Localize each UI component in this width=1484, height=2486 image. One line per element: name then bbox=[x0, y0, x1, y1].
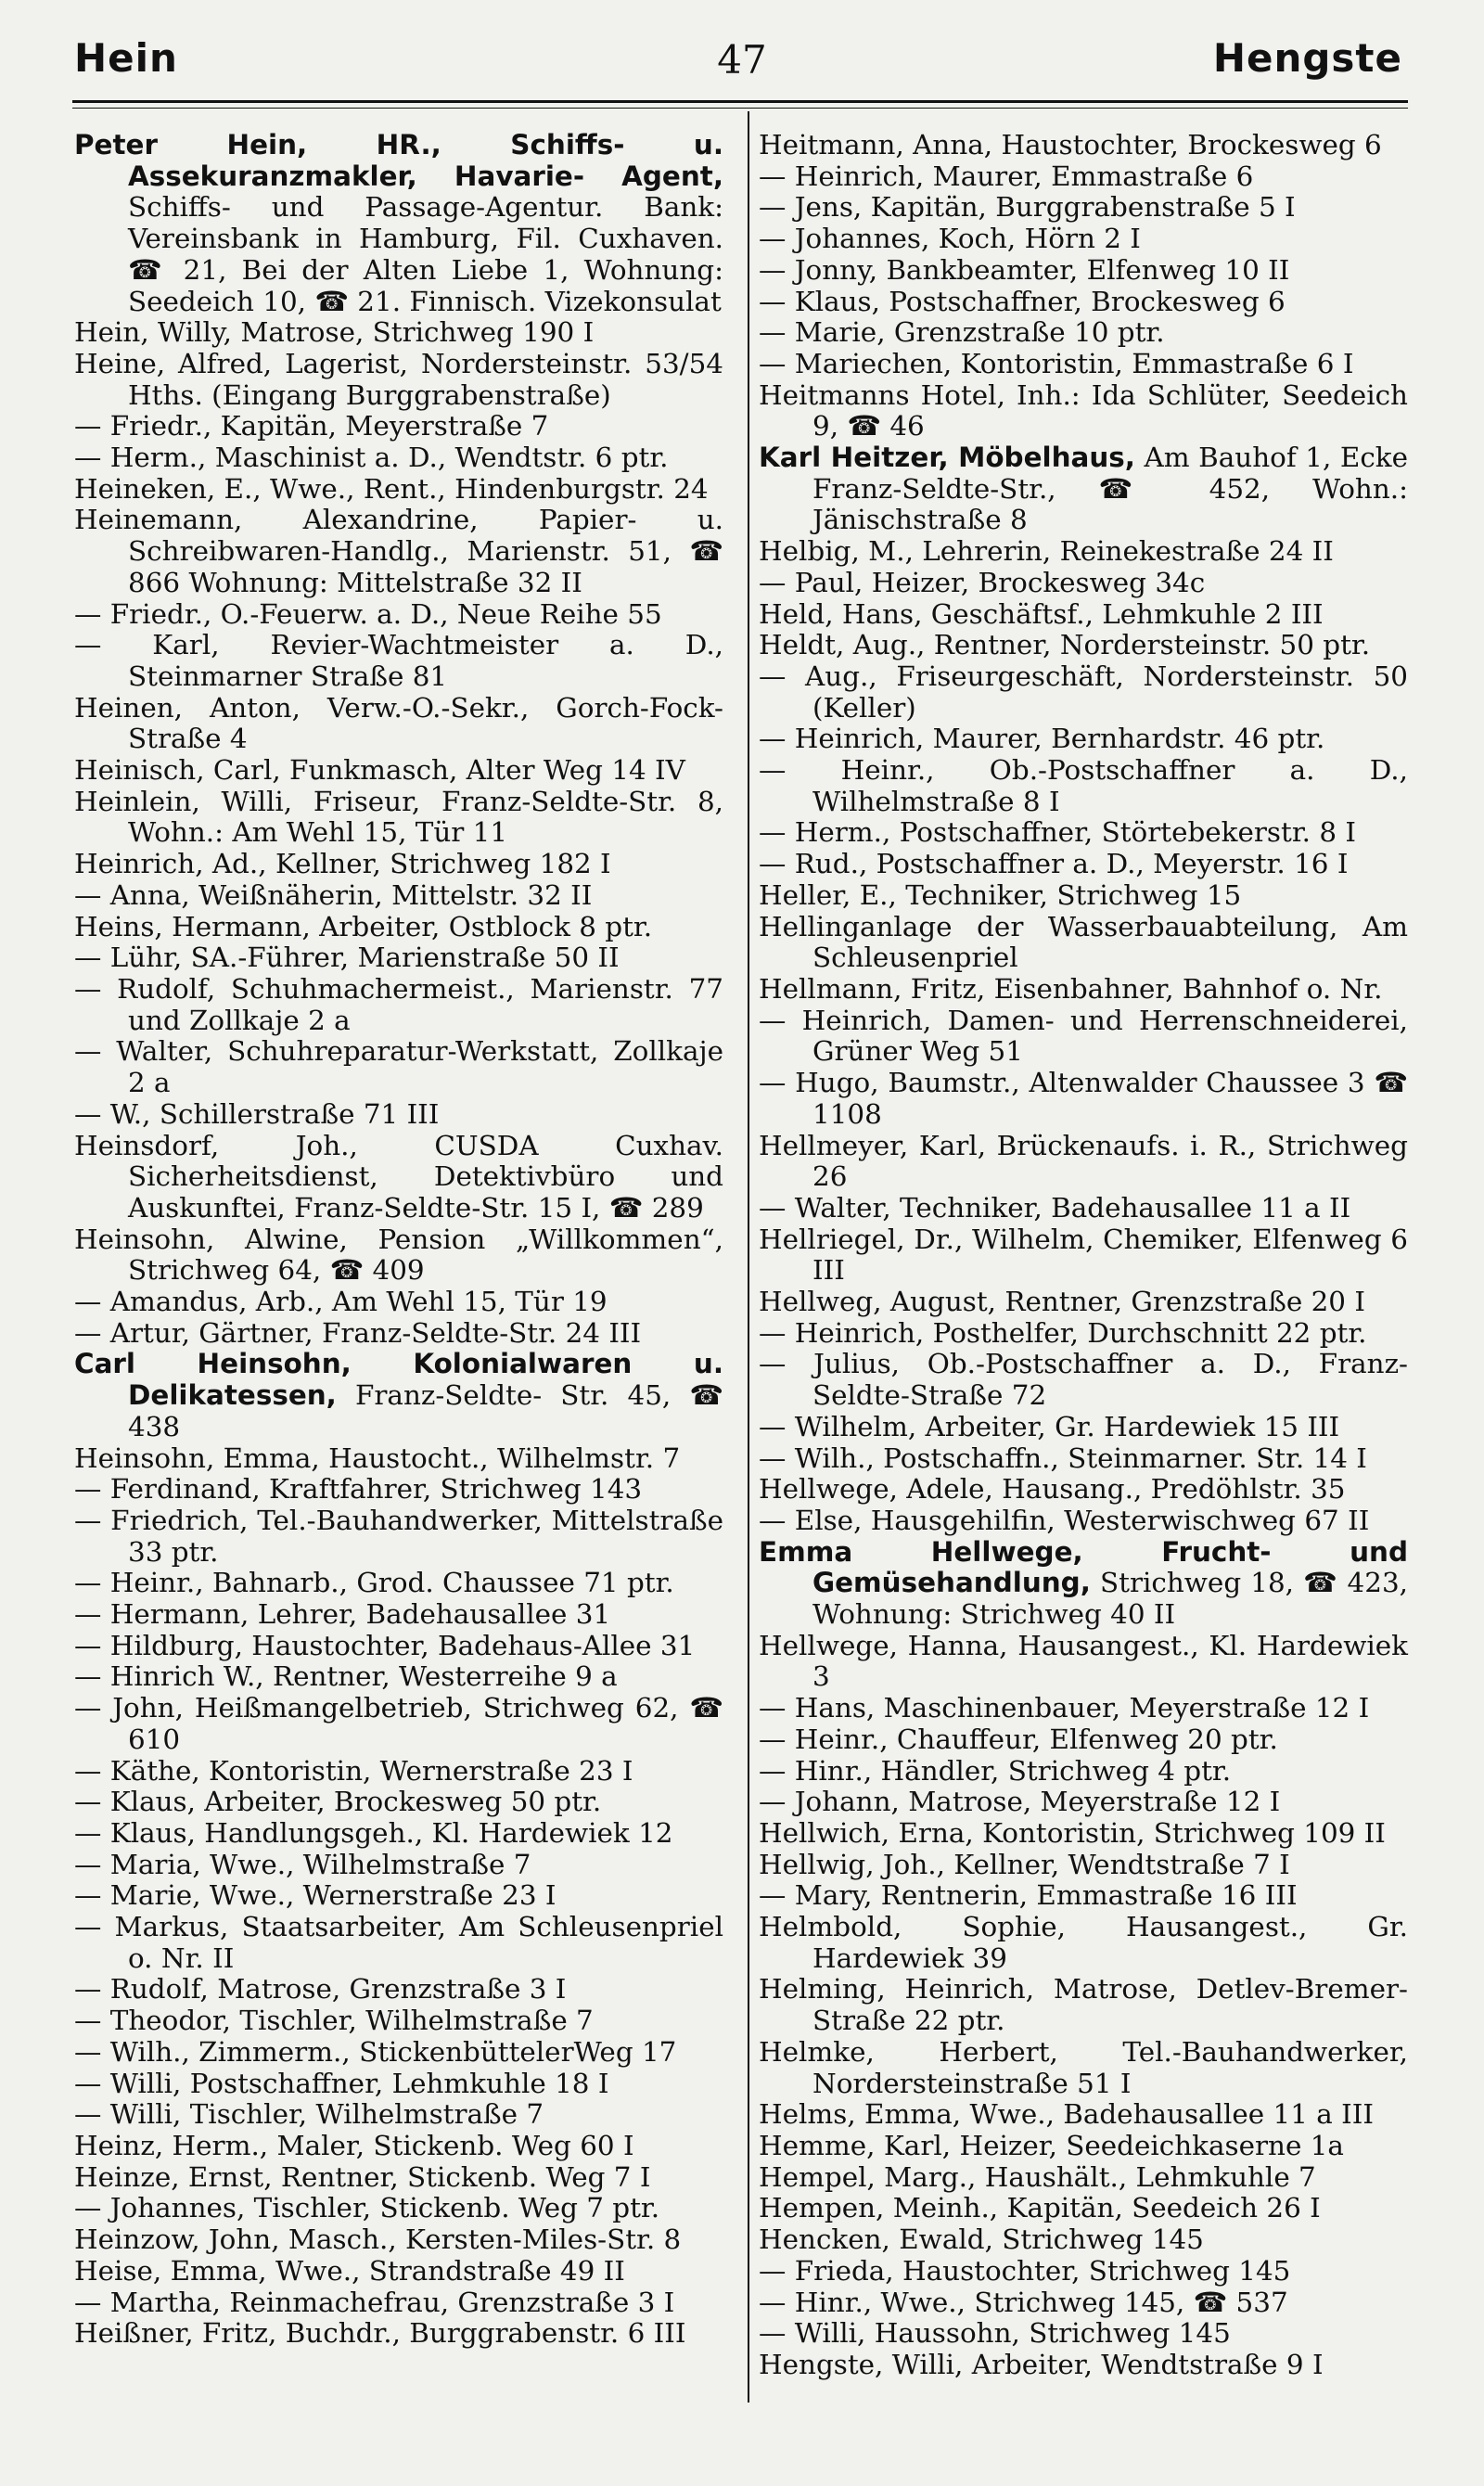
directory-entry bbox=[759, 1349, 1408, 1411]
entry-text: — Klaus, Arbeiter, Brockesweg 50 ptr. bbox=[74, 1786, 602, 1818]
directory-entry bbox=[759, 442, 1408, 536]
entry-text: — Ferdinand, Kraftfahrer, Strichweg 143 bbox=[74, 1473, 643, 1506]
directory-entry bbox=[74, 1568, 723, 1599]
entry-text: Hellwig, Joh., Kellner, Wendtstraße 7 I bbox=[759, 1848, 1290, 1880]
directory-entry bbox=[74, 912, 723, 943]
entry-text: — Artur, Gärtner, Franz-Seldte-Str. 24 III bbox=[74, 1316, 642, 1349]
directory-entry bbox=[74, 2193, 723, 2224]
entry-text: Hellweg, August, Rentner, Grenzstraße 20 I bbox=[759, 1286, 1365, 1318]
entry-text: Heitmanns Hotel, Inh.: Ida Schlüter, Seedeich 9, ☎ 46 bbox=[759, 378, 1408, 442]
directory-entry bbox=[759, 1068, 1408, 1130]
entry-text: Heinsdorf, Joh., CUSDA Cuxhav. Sicherheitsdienst, Detektivbüro und Auskunftei, Franz-Seldte-Str. 15 I, ☎ 289 bbox=[74, 1129, 723, 1224]
entry-text: Heinsohn, Alwine, Pension „Willkommen“, Strichweg 64, ☎ 409 bbox=[74, 1223, 723, 1287]
entry-business-name: Emma Hellwege, Frucht- und Gemüsehandlung, bbox=[759, 1535, 1408, 1599]
directory-entry bbox=[759, 1631, 1408, 1693]
entry-text: Hempel, Marg., Haushält., Lehmkuhle 7 bbox=[759, 2160, 1316, 2193]
directory-entry bbox=[759, 1787, 1408, 1818]
entry-text: — Friedr., Kapitän, Meyerstraße 7 bbox=[74, 410, 549, 442]
directory-entry bbox=[74, 2224, 723, 2256]
directory-entry bbox=[759, 2162, 1408, 2194]
page-header bbox=[0, 28, 1484, 93]
entry-text: Heise, Emma, Wwe., Strandstraße 49 II bbox=[74, 2254, 625, 2287]
entry-text: — Hinrich W., Rentner, Westerreihe 9 a bbox=[74, 1660, 618, 1693]
left-column bbox=[74, 130, 723, 2350]
entry-text: — Heinr., Ob.-Postschaffner a. D., Wilhelmstraße 8 I bbox=[759, 754, 1408, 817]
directory-entry bbox=[74, 2162, 723, 2194]
directory-entry bbox=[759, 1193, 1408, 1224]
entry-text: — Johannes, Tischler, Stickenb. Weg 7 ptr. bbox=[74, 2192, 660, 2224]
directory-entry bbox=[759, 287, 1408, 318]
entry-text: Schiffs- und Passage-Agentur. Bank: Vereinsbank in Hamburg, Fil. Cuxhaven. ☎ 21, Bei der Alten Liebe 1, Wohnung: Seedeich 10, ☎ 21. Finnisch. Vizekonsulat bbox=[128, 191, 723, 317]
entry-text: Heißner, Fritz, Buchdr., Burggrabenstr. 6 III bbox=[74, 2317, 686, 2350]
entry-text: — Wilh., Postschaffn., Steinmarner. Str. 14 I bbox=[759, 1442, 1367, 1474]
directory-entry bbox=[759, 1850, 1408, 1881]
directory-entry bbox=[759, 2193, 1408, 2224]
entry-text: — Hans, Maschinenbauer, Meyerstraße 12 I bbox=[759, 1692, 1370, 1724]
entry-text: — Rud., Postschaffner a. D., Meyerstr. 16 I bbox=[759, 848, 1349, 880]
directory-entry bbox=[74, 1974, 723, 2005]
directory-entry bbox=[74, 880, 723, 912]
entry-text: — Paul, Heizer, Brockesweg 34c bbox=[759, 566, 1206, 598]
entry-text: — Wilhelm, Arbeiter, Gr. Hardewiek 15 III bbox=[759, 1410, 1340, 1442]
entry-text: — John, Heißmangelbetrieb, Strichweg 62, ☎ 610 bbox=[74, 1692, 723, 1755]
entry-text: — Heinrich, Posthelfer, Durchschnitt 22 ptr. bbox=[759, 1316, 1367, 1349]
entry-text: — Walter, Techniker, Badehausallee 11 a II bbox=[759, 1191, 1351, 1224]
directory-entry bbox=[759, 1318, 1408, 1350]
entry-text: Helmke, Herbert, Tel.-Bauhandwerker, Nordersteinstraße 51 I bbox=[759, 2035, 1408, 2099]
entry-text: Heinrich, Ad., Kellner, Strichweg 182 I bbox=[74, 848, 611, 880]
directory-entry bbox=[759, 1131, 1408, 1193]
directory-entry bbox=[74, 1506, 723, 1568]
directory-entry bbox=[759, 192, 1408, 224]
entry-text: — Heinrich, Damen- und Herrenschneiderei, Grüner Weg 51 bbox=[759, 1004, 1408, 1068]
entry-text: — Hildburg, Haustochter, Badehaus-Allee 31 bbox=[74, 1629, 696, 1661]
entry-text: Heldt, Aug., Rentner, Nordersteinstr. 50 ptr. bbox=[759, 629, 1371, 661]
directory-entry bbox=[759, 724, 1408, 755]
directory-entry bbox=[74, 130, 723, 317]
directory-entry bbox=[74, 317, 723, 349]
entry-text: — Theodor, Tischler, Wilhelmstraße 7 bbox=[74, 2005, 594, 2037]
directory-entry bbox=[759, 1443, 1408, 1475]
directory-entry bbox=[74, 411, 723, 442]
directory-entry bbox=[74, 599, 723, 631]
directory-entry bbox=[74, 1912, 723, 1974]
entry-text: Heins, Hermann, Arbeiter, Ostblock 8 ptr. bbox=[74, 910, 653, 942]
entry-text: — Herm., Maschinist a. D., Wendtstr. 6 ptr. bbox=[74, 442, 669, 474]
directory-entry bbox=[759, 630, 1408, 661]
entry-text: Helmbold, Sophie, Hausangest., Gr. Hardewiek 39 bbox=[759, 1911, 1408, 1974]
entry-text: Hellwege, Hanna, Hausangest., Kl. Hardewiek 3 bbox=[759, 1629, 1408, 1693]
directory-entry bbox=[74, 2131, 723, 2162]
directory-entry bbox=[759, 2318, 1408, 2350]
entry-text: Heineken, E., Wwe., Rent., Hindenburgstr. 24 bbox=[74, 472, 709, 505]
directory-entry bbox=[74, 1131, 723, 1224]
directory-entry bbox=[74, 1443, 723, 1475]
directory-entry bbox=[759, 974, 1408, 1006]
entry-text: — Walter, Schuhreparatur-Werkstatt, Zollkaje 2 a bbox=[74, 1035, 723, 1099]
entry-text: — Heinr., Chauffeur, Elfenweg 20 ptr. bbox=[759, 1723, 1278, 1755]
directory-entry bbox=[74, 974, 723, 1036]
entry-text: — Heinrich, Maurer, Bernhardstr. 46 ptr. bbox=[759, 723, 1325, 755]
directory-entry bbox=[74, 1787, 723, 1818]
directory-entry bbox=[759, 2037, 1408, 2099]
directory-entry bbox=[74, 849, 723, 880]
entry-text: Helming, Heinrich, Matrose, Detlev-Bremer-Straße 22 ptr. bbox=[759, 1973, 1408, 2037]
directory-entry bbox=[74, 2069, 723, 2100]
entry-text: — Rudolf, Schuhmachermeist., Marienstr. 77 und Zollkaje 2 a bbox=[74, 972, 723, 1036]
entry-text: Hellriegel, Dr., Wilhelm, Chemiker, Elfenweg 6 III bbox=[759, 1223, 1408, 1287]
entry-text: — Friedrich, Tel.-Bauhandwerker, Mittelstraße 33 ptr. bbox=[74, 1504, 723, 1568]
entry-text: Hein, Willy, Matrose, Strichweg 190 I bbox=[74, 316, 595, 349]
entry-text: Strichweg 18, ☎ 423, Wohnung: Strichweg 40 II bbox=[812, 1567, 1408, 1631]
entry-text: — Friedr., O.-Feuerw. a. D., Neue Reihe 55 bbox=[74, 597, 662, 630]
entry-business-name: Carl Heinsohn, Kolonialwaren u. Delikatessen, bbox=[74, 1348, 723, 1412]
entry-text: Helms, Emma, Wwe., Badehausallee 11 a III bbox=[759, 2098, 1374, 2131]
entry-text: Am Bauhof 1, Ecke Franz-Seldte-Str., ☎ 452, Wohn.: Jänischstraße 8 bbox=[812, 442, 1408, 536]
directory-entry bbox=[74, 2037, 723, 2069]
entry-text: Hemme, Karl, Heizer, Seedeichkaserne 1a bbox=[759, 2130, 1344, 2161]
page-number: 47 bbox=[717, 37, 767, 83]
directory-entry bbox=[759, 1880, 1408, 1912]
directory-entry bbox=[74, 693, 723, 755]
entry-text: — Mariechen, Kontoristin, Emmastraße 6 I bbox=[759, 347, 1354, 379]
entry-text: — Hinr., Händler, Strichweg 4 ptr. bbox=[759, 1754, 1232, 1787]
directory-entry bbox=[759, 1724, 1408, 1756]
directory-entry bbox=[74, 1287, 723, 1318]
directory-entry bbox=[759, 317, 1408, 349]
directory-entry bbox=[74, 1474, 723, 1506]
entry-text: Heinlein, Willi, Friseur, Franz-Seldte-Str. 8, Wohn.: Am Wehl 15, Tür 11 bbox=[74, 785, 723, 849]
directory-entry bbox=[74, 1224, 723, 1287]
entry-text: Hengste, Willi, Arbeiter, Wendtstraße 9 I bbox=[759, 2348, 1324, 2380]
directory-entry bbox=[759, 2131, 1408, 2162]
entry-text: Heinen, Anton, Verw.-O.-Sekr., Gorch-Fock-Straße 4 bbox=[74, 691, 723, 755]
entry-text: — Mary, Rentnerin, Emmastraße 16 III bbox=[759, 1879, 1298, 1912]
directory-entry bbox=[759, 661, 1408, 724]
entry-text: — Klaus, Handlungsgeh., Kl. Hardewiek 12 bbox=[74, 1816, 673, 1849]
directory-entry bbox=[74, 1693, 723, 1755]
entry-text: — Else, Hausgehilfin, Westerwischweg 67 II bbox=[759, 1504, 1370, 1536]
entry-text: — Amandus, Arb., Am Wehl 15, Tür 19 bbox=[74, 1286, 608, 1318]
directory-entry bbox=[74, 1818, 723, 1850]
entry-text: — Markus, Staatsarbeiter, Am Schleusenpriel o. Nr. II bbox=[74, 1911, 723, 1974]
directory-entry bbox=[759, 2350, 1408, 2381]
entry-text: Heinisch, Carl, Funkmasch, Alter Weg 14 IV bbox=[74, 754, 685, 787]
directory-entry bbox=[759, 1506, 1408, 1537]
entry-text: — Lühr, SA.-Führer, Marienstraße 50 II bbox=[74, 942, 620, 974]
directory-entry bbox=[759, 2287, 1408, 2319]
entry-text: — Anna, Weißnäherin, Mittelstr. 32 II bbox=[74, 878, 593, 911]
directory-entry bbox=[74, 2287, 723, 2319]
entry-business-name: Peter Hein, HR., Schiffs- u. Assekuranzmakler, Havarie- Agent, bbox=[74, 129, 723, 192]
directory-entry bbox=[74, 755, 723, 787]
entry-text: — Johann, Matrose, Meyerstraße 12 I bbox=[759, 1786, 1281, 1818]
directory-entry bbox=[759, 849, 1408, 880]
directory-entry bbox=[74, 349, 723, 411]
entry-text: Held, Hans, Geschäftsf., Lehmkuhle 2 III bbox=[759, 597, 1324, 630]
entry-text: — Martha, Reinmachefrau, Grenzstraße 3 I bbox=[74, 2286, 675, 2318]
directory-entry bbox=[74, 1349, 723, 1442]
entry-text: Hellinganlage der Wasserbauabteilung, Am Schleusenpriel bbox=[759, 910, 1408, 974]
directory-entry bbox=[759, 2224, 1408, 2256]
directory-entry bbox=[74, 1318, 723, 1350]
column-divider bbox=[748, 111, 749, 2403]
entry-text: Hellmann, Fritz, Eisenbahner, Bahnhof o. Nr. bbox=[759, 972, 1383, 1005]
entry-business-name: Karl Heitzer, Möbelhaus, bbox=[759, 442, 1135, 474]
entry-text: Hencken, Ewald, Strichweg 145 bbox=[759, 2223, 1204, 2256]
directory-entry bbox=[759, 1006, 1408, 1068]
entry-text: — Karl, Revier-Wachtmeister a. D., Steinmarner Straße 81 bbox=[74, 629, 723, 692]
entry-text: Heinz, Herm., Maler, Stickenb. Weg 60 I bbox=[74, 2130, 634, 2161]
directory-entry bbox=[759, 1474, 1408, 1506]
entry-text: — W., Schillerstraße 71 III bbox=[74, 1097, 440, 1130]
entry-text: — Marie, Grenzstraße 10 ptr. bbox=[759, 316, 1165, 349]
directory-entry bbox=[759, 1756, 1408, 1788]
directory-entry bbox=[74, 1599, 723, 1631]
entry-text: — Jens, Kapitän, Burggrabenstraße 5 I bbox=[759, 191, 1296, 224]
directory-entry bbox=[74, 474, 723, 506]
directory-entry bbox=[759, 536, 1408, 568]
directory-entry bbox=[74, 1099, 723, 1131]
entry-text: Hempen, Meinh., Kapitän, Seedeich 26 I bbox=[759, 2192, 1321, 2224]
directory-entry bbox=[74, 2099, 723, 2131]
directory-entry bbox=[759, 912, 1408, 974]
directory-entry bbox=[74, 630, 723, 692]
directory-entry bbox=[759, 568, 1408, 599]
entry-text: — Käthe, Kontoristin, Wernerstraße 23 I bbox=[74, 1754, 633, 1787]
directory-entry bbox=[759, 2256, 1408, 2287]
directory-entry bbox=[74, 2318, 723, 2350]
directory-entry bbox=[74, 1631, 723, 1662]
directory-entry bbox=[759, 1537, 1408, 1631]
entry-text: Helbig, M., Lehrerin, Reinekestraße 24 II bbox=[759, 535, 1334, 568]
directory-entry bbox=[74, 1036, 723, 1098]
directory-entry bbox=[759, 161, 1408, 193]
entry-text: Heinsohn, Emma, Haustocht., Wilhelmstr. 7 bbox=[74, 1442, 681, 1474]
entry-text: — Heinr., Bahnarb., Grod. Chaussee 71 ptr. bbox=[74, 1567, 674, 1599]
header-first-name: Hein bbox=[74, 35, 178, 81]
directory-entry bbox=[74, 442, 723, 474]
entry-text: — Julius, Ob.-Postschaffner a. D., Franz-Seldte-Straße 72 bbox=[759, 1348, 1408, 1412]
entry-text: — Rudolf, Matrose, Grenzstraße 3 I bbox=[74, 1973, 567, 2005]
entry-text: — Aug., Friseurgeschäft, Nordersteinstr. 50 (Keller) bbox=[759, 660, 1408, 724]
entry-text: Heinze, Ernst, Rentner, Stickenb. Weg 7 I bbox=[74, 2160, 651, 2193]
directory-entry bbox=[759, 2099, 1408, 2131]
directory-entry bbox=[759, 130, 1408, 161]
directory-entry bbox=[759, 755, 1408, 817]
entry-text: — Wilh., Zimmerm., StickenbüttelerWeg 17 bbox=[74, 2035, 677, 2068]
entry-text: Heinemann, Alexandrine, Papier- u. Schreibwaren-Handlg., Marienstr. 51, ☎ 866 Wohnung: Mittelstraße 32 II bbox=[74, 504, 723, 598]
directory-entry bbox=[74, 2005, 723, 2037]
directory-entry bbox=[759, 349, 1408, 380]
entry-text: — Willi, Tischler, Wilhelmstraße 7 bbox=[74, 2098, 544, 2131]
entry-text: — Hermann, Lehrer, Badehausallee 31 bbox=[74, 1598, 611, 1631]
directory-entry bbox=[759, 1912, 1408, 1974]
directory-entry bbox=[759, 380, 1408, 442]
directory-entry bbox=[74, 787, 723, 849]
entry-text: — Herm., Postschaffner, Störtebekerstr. 8 I bbox=[759, 816, 1356, 849]
entry-text: — Klaus, Postschaffner, Brockesweg 6 bbox=[759, 285, 1286, 317]
entry-text: Heitmann, Anna, Haustochter, Brockesweg 6 bbox=[759, 129, 1382, 160]
directory-entry bbox=[759, 880, 1408, 912]
entry-text: — Hinr., Wwe., Strichweg 145, ☎ 537 bbox=[759, 2286, 1288, 2318]
directory-entry bbox=[759, 599, 1408, 631]
directory-entry bbox=[74, 1756, 723, 1788]
directory-entry bbox=[759, 1412, 1408, 1443]
header-last-name: Hengste bbox=[1212, 35, 1402, 81]
header-rule-thin bbox=[72, 108, 1408, 109]
directory-entry bbox=[759, 1224, 1408, 1287]
directory-entry bbox=[759, 1974, 1408, 2036]
directory-entry bbox=[759, 224, 1408, 255]
directory-entry bbox=[759, 1818, 1408, 1850]
entry-text: — Maria, Wwe., Wilhelmstraße 7 bbox=[74, 1848, 531, 1880]
directory-entry bbox=[759, 817, 1408, 849]
header-rule-thick bbox=[72, 100, 1408, 103]
entry-text: Heine, Alfred, Lagerist, Nordersteinstr. 53/54 Hths. (Eingang Burggrabenstraße) bbox=[74, 347, 723, 411]
directory-entry bbox=[74, 2256, 723, 2287]
entry-text: — Frieda, Haustochter, Strichweg 145 bbox=[759, 2254, 1291, 2287]
directory-entry bbox=[759, 1693, 1408, 1724]
entry-text: Hellwich, Erna, Kontoristin, Strichweg 109 II bbox=[759, 1816, 1386, 1849]
directory-entry bbox=[759, 255, 1408, 287]
directory-entry bbox=[74, 1850, 723, 1881]
entry-text: Heinzow, John, Masch., Kersten-Miles-Str. 8 bbox=[74, 2223, 682, 2256]
directory-entry bbox=[74, 1880, 723, 1912]
entry-text: — Jonny, Bankbeamter, Elfenweg 10 II bbox=[759, 253, 1290, 286]
directory-entry bbox=[759, 1287, 1408, 1318]
directory-entry bbox=[74, 942, 723, 974]
entry-text: Franz-Seldte- Str. 45, ☎ 438 bbox=[128, 1379, 723, 1442]
directory-entry bbox=[74, 1661, 723, 1693]
entry-text: Hellmeyer, Karl, Brückenaufs. i. R., Strichweg 26 bbox=[759, 1129, 1408, 1193]
directory-entry bbox=[74, 505, 723, 598]
entry-text: Heller, E., Techniker, Strichweg 15 bbox=[759, 878, 1242, 911]
entry-text: — Johannes, Koch, Hörn 2 I bbox=[759, 223, 1141, 255]
entry-text: — Willi, Postschaffner, Lehmkuhle 18 I bbox=[74, 2067, 609, 2099]
entry-text: — Hugo, Baumstr., Altenwalder Chaussee 3 ☎ 1108 bbox=[759, 1067, 1408, 1130]
entry-text: — Willi, Haussohn, Strichweg 145 bbox=[759, 2317, 1231, 2350]
entry-text: Hellwege, Adele, Hausang., Predöhlstr. 35 bbox=[759, 1473, 1346, 1506]
entry-text: — Heinrich, Maurer, Emmastraße 6 bbox=[759, 160, 1254, 192]
entry-text: — Marie, Wwe., Wernerstraße 23 I bbox=[74, 1879, 556, 1912]
right-column bbox=[759, 130, 1408, 2381]
